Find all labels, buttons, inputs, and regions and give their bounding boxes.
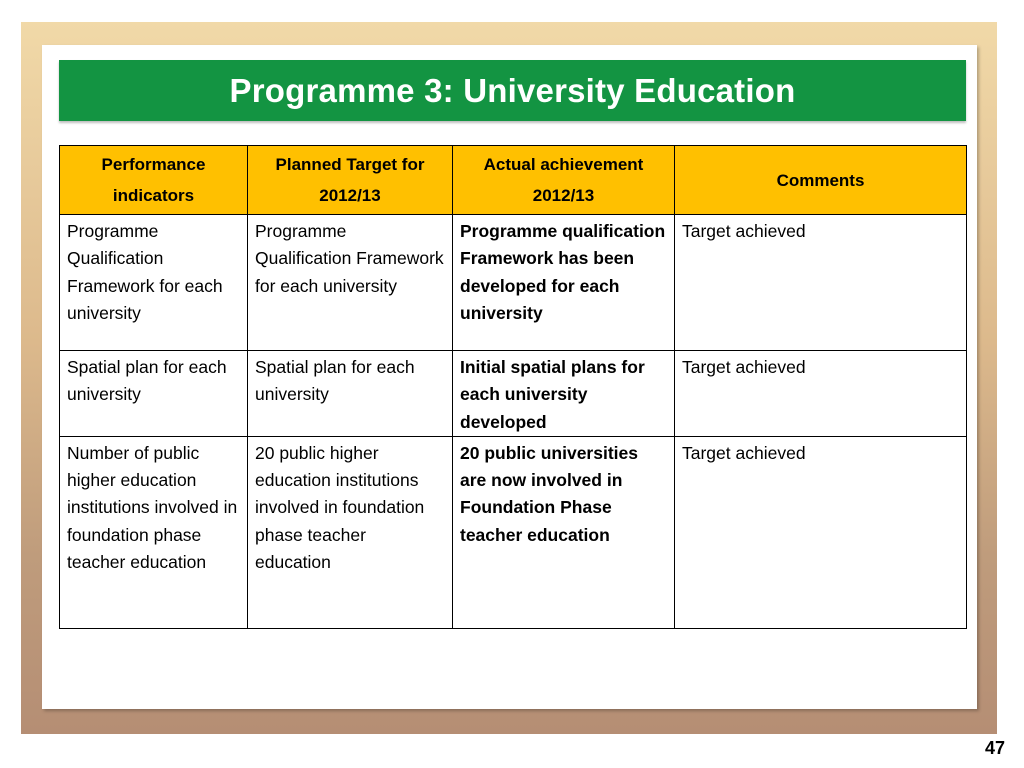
cell-indicator: Number of public higher education institutions involved in foundation phase teacher education — [60, 436, 248, 628]
header-performance-indicators: Performance indicators — [60, 146, 248, 215]
table-header-row — [60, 146, 967, 215]
table-row — [60, 436, 967, 628]
performance-table — [59, 145, 967, 629]
header-actual-achievement: Actual achievement 2012/13 — [453, 146, 675, 215]
title-bar — [59, 60, 966, 121]
cell-target: Programme Qualification Framework for each university — [248, 215, 453, 351]
cell-target: 20 public higher education institutions involved in foundation phase teacher education — [248, 436, 453, 628]
cell-comment: Target achieved — [675, 436, 967, 628]
cell-achievement: Initial spatial plans for each university developed — [453, 351, 675, 437]
table-row — [60, 215, 967, 351]
cell-comment: Target achieved — [675, 351, 967, 437]
slide-title: Programme 3: University Education — [229, 71, 796, 109]
cell-achievement: 20 public universities are now involved in Foundation Phase teacher education — [453, 436, 675, 628]
header-comments: Comments — [675, 146, 967, 215]
cell-indicator: Programme Qualification Framework for each university — [60, 215, 248, 351]
page-number: 47 — [984, 738, 1005, 758]
header-planned-target: Planned Target for 2012/13 — [248, 146, 453, 215]
table-row — [60, 351, 967, 437]
cell-target: Spatial plan for each university — [248, 351, 453, 437]
cell-comment: Target achieved — [675, 215, 967, 351]
cell-achievement: Programme qualification Framework has been developed for each university — [453, 215, 675, 351]
cell-indicator: Spatial plan for each university — [60, 351, 248, 437]
